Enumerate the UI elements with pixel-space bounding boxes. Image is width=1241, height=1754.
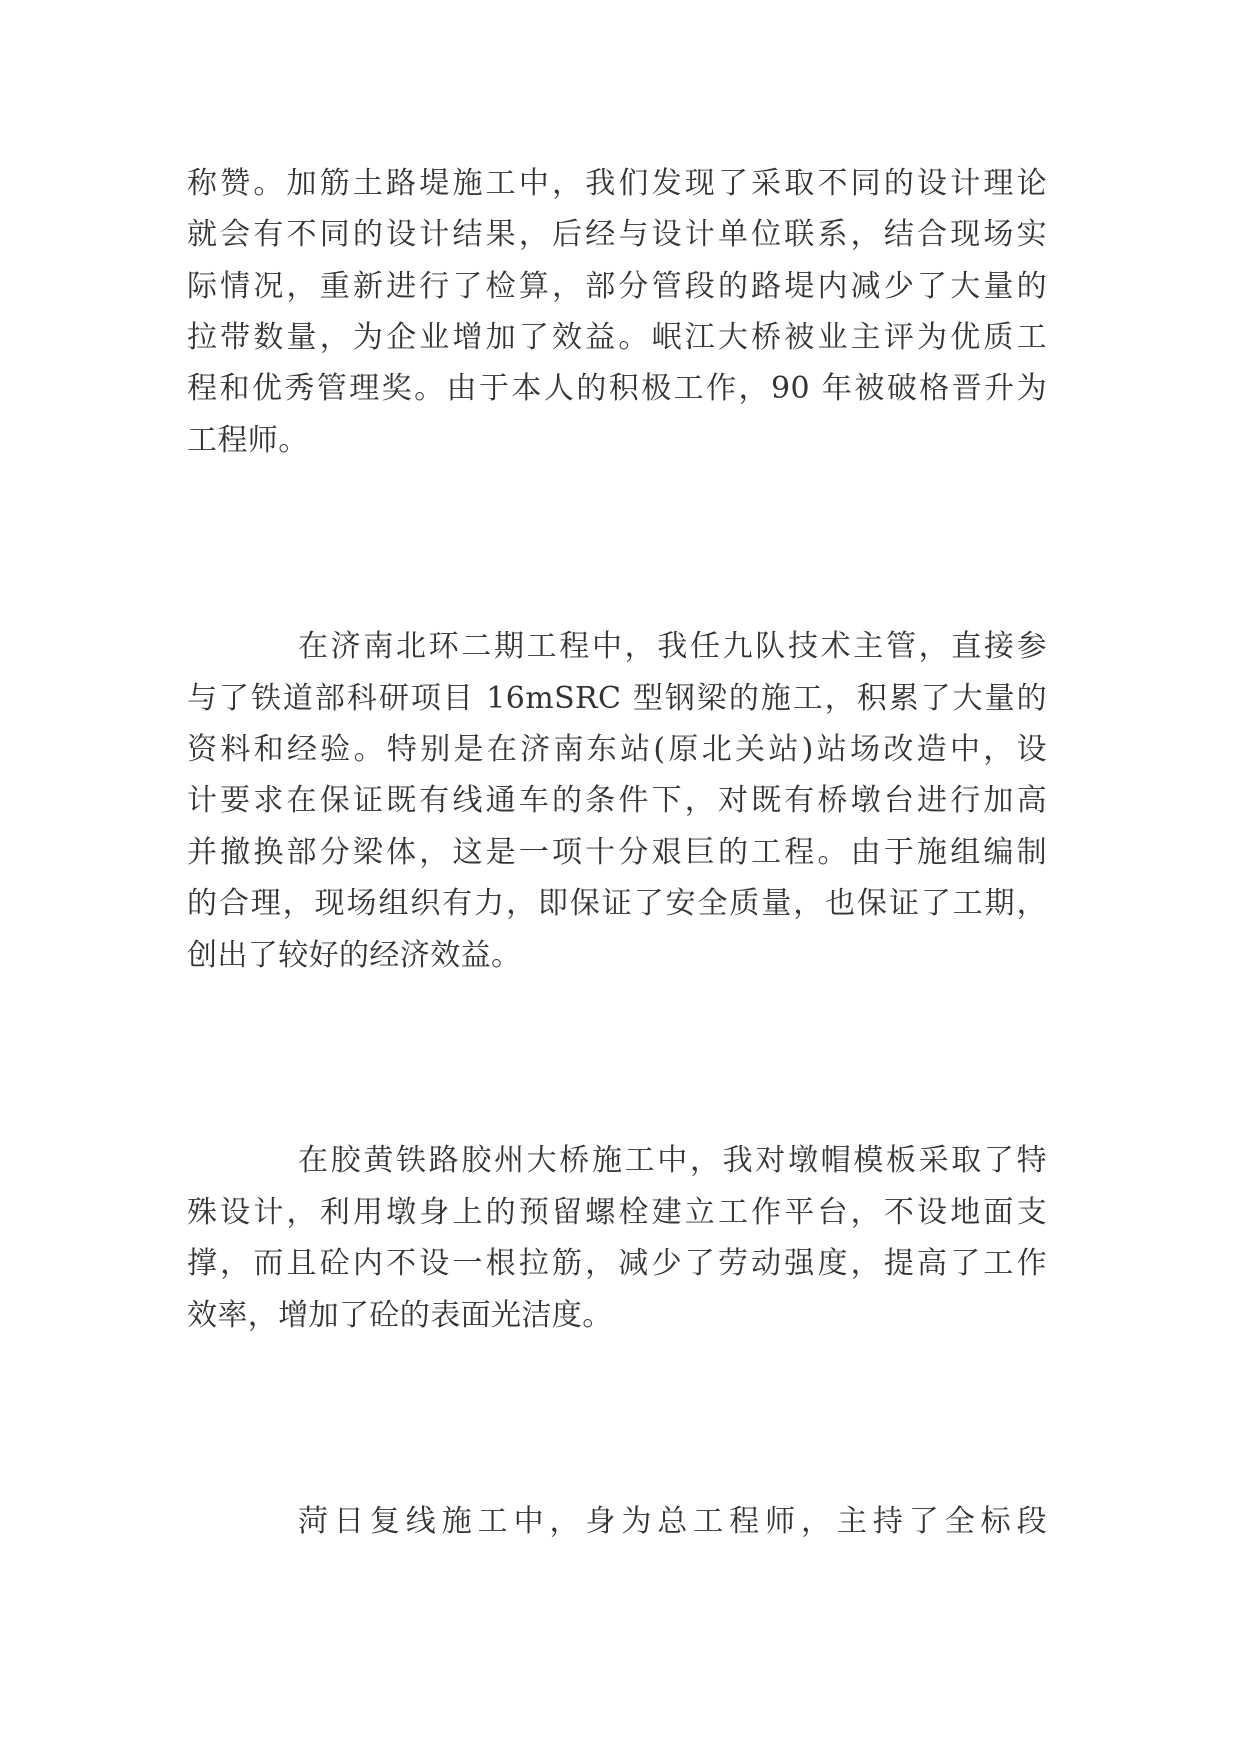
text-line: 殊设计，利用墩身上的预留螺栓建立工作平台，不设地面支 [187, 1195, 1047, 1230]
text-line: 并撤换部分梁体，这是一项十分艰巨的工程。由于施组编制 [187, 835, 1047, 870]
text-line: 资料和经验。特别是在济南东站(原北关站)站场改造中，设 [187, 732, 1047, 767]
text-line: 撑，而且砼内不设一根拉筋，减少了劳动强度，提高了工作 [187, 1246, 1047, 1281]
text-line: 在胶黄铁路胶州大桥施工中，我对墩帽模板采取了特 [298, 1143, 1047, 1178]
text-line: 就会有不同的设计结果，后经与设计单位联系，结合现场实 [187, 217, 1047, 252]
text-line: 与了铁道部科研项目 16mSRC 型钢梁的施工，积累了大量的 [187, 681, 1047, 716]
text-line: 菏日复线施工中，身为总工程师，主持了全标段 [298, 1504, 1047, 1539]
text-line: 在济南北环二期工程中，我任九队技术主管，直接参 [298, 629, 1047, 664]
text-line: 程和优秀管理奖。由于本人的积极工作，90 年被破格晋升为 [187, 371, 1047, 406]
text-line: 工程师。 [187, 423, 309, 458]
text-line: 的合理，现场组织有力，即保证了安全质量，也保证了工期， [187, 886, 1047, 921]
text-line: 际情况，重新进行了检算，部分管段的路堤内减少了大量的 [187, 269, 1047, 304]
text-line: 创出了较好的经济效益。 [187, 938, 522, 973]
text-line: 计要求在保证既有线通车的条件下，对既有桥墩台进行加高 [187, 783, 1047, 818]
text-line: 拉带数量，为企业增加了效益。岷江大桥被业主评为优质工 [187, 320, 1047, 355]
text-line: 称赞。加筋土路堤施工中，我们发现了采取不同的设计理论 [187, 166, 1047, 201]
text-line: 效率，增加了砼的表面光洁度。 [187, 1298, 613, 1333]
